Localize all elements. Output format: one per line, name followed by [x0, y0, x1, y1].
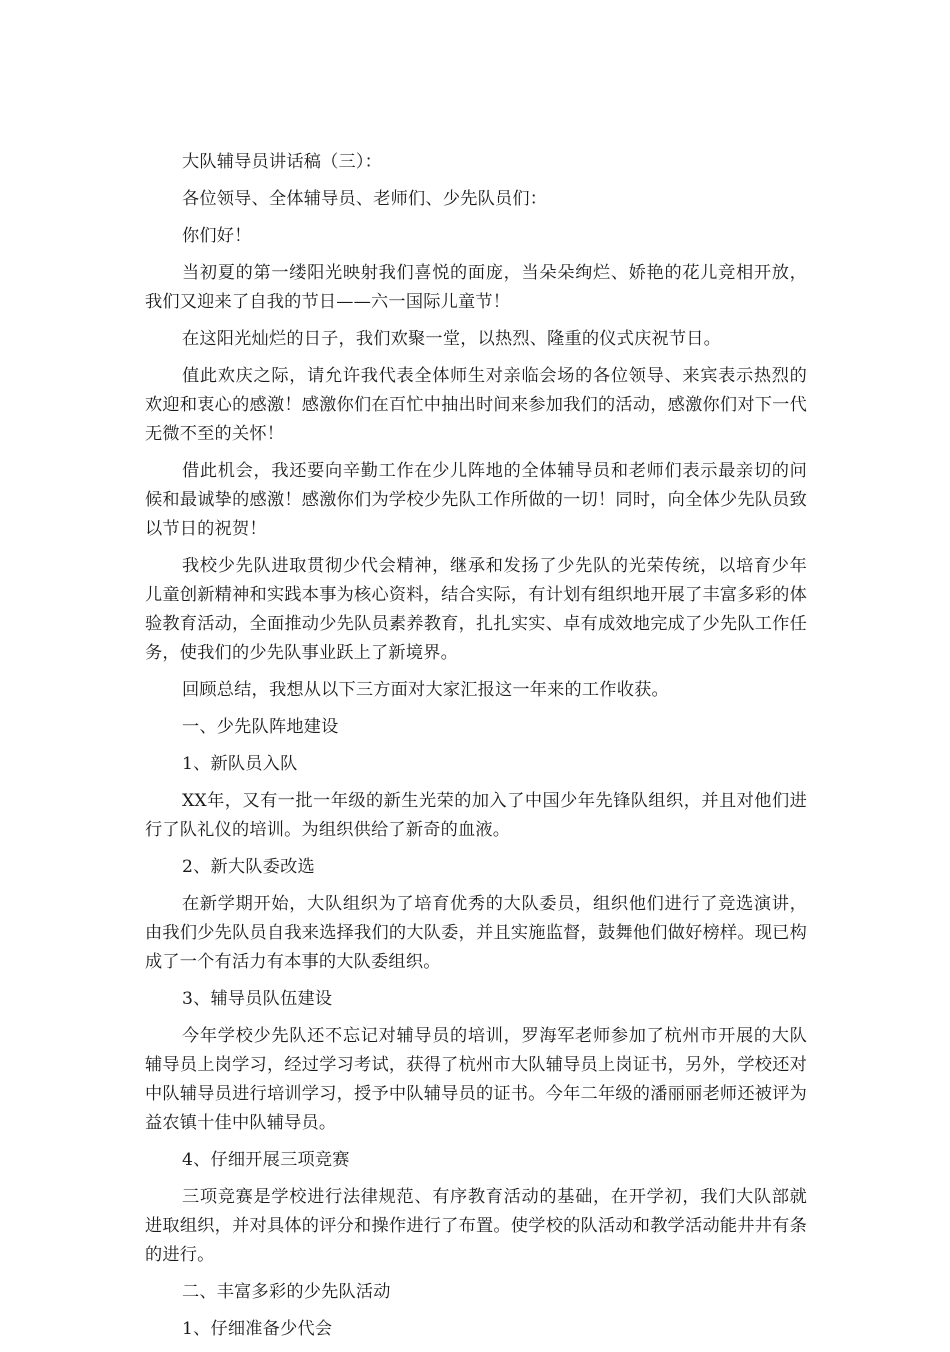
greeting: 你们好！	[182, 226, 252, 246]
body-paragraph: XX年，又有一批一年级的新生光荣的加入了中国少年先锋队组织，并且对他们进行了队礼仪的培训。为组织供给了新奇的血液。	[145, 791, 807, 840]
salutation: 各位领导、全体辅导员、老师们、少先队员们：	[182, 189, 548, 209]
subsection-heading: 1、新队员入队	[182, 754, 298, 774]
subsection-heading: 4、仔细开展三项竞赛	[182, 1150, 350, 1170]
section-heading: 二、丰富多彩的少先队活动	[182, 1282, 391, 1302]
body-paragraph: 回顾总结，我想从以下三方面对大家汇报这一年来的工作收获。	[182, 680, 669, 700]
document-page	[145, 148, 807, 1352]
subsection-heading: 2、新大队委改选	[182, 857, 315, 877]
speech-title: 大队辅导员讲话稿（三）：	[182, 152, 383, 172]
body-paragraph: 我校少先队进取贯彻少代会精神，继承和发扬了少先队的光荣传统，以培育少年儿童创新精神和实践本事为核心资料，结合实际，有计划有组织地开展了丰富多彩的体验教育活动，全面推动少先队员素养教育，扎扎实实、卓有成效地完成了少先队工作任务，使我们的少先队事业跃上了新境界。	[145, 556, 807, 663]
subsection-heading: 3、辅导员队伍建设	[182, 989, 333, 1009]
section-heading: 一、少先队阵地建设	[182, 717, 339, 737]
body-paragraph: 在新学期开始，大队组织为了培育优秀的大队委员，组织他们进行了竞选演讲，由我们少先队员自我来选择我们的大队委，并且实施监督，鼓舞他们做好榜样。现已构成了一个有活力有本事的大队委组织。	[145, 894, 807, 972]
body-paragraph: 三项竞赛是学校进行法律规范、有序教育活动的基础，在开学初，我们大队部就进取组织，并对具体的评分和操作进行了布置。使学校的队活动和教学活动能井井有条的进行。	[145, 1187, 807, 1265]
body-paragraph: 今年学校少先队还不忘记对辅导员的培训，罗海军老师参加了杭州市开展的大队辅导员上岗学习，经过学习考试，获得了杭州市大队辅导员上岗证书，另外，学校还对中队辅导员进行培训学习，授予中队辅导员的证书。今年二年级的潘丽丽老师还被评为益农镇十佳中队辅导员。	[145, 1026, 807, 1133]
body-paragraph: 借此机会，我还要向辛勤工作在少儿阵地的全体辅导员和老师们表示最亲切的问候和最诚挚的感激！感激你们为学校少先队工作所做的一切！同时，向全体少先队员致以节日的祝贺！	[145, 461, 807, 539]
subsection-heading: 1、仔细准备少代会	[182, 1319, 333, 1339]
body-paragraph: 值此欢庆之际，请允许我代表全体师生对亲临会场的各位领导、来宾表示热烈的欢迎和衷心的感激！感激你们在百忙中抽出时间来参加我们的活动，感激你们对下一代无微不至的关怀！	[145, 366, 807, 444]
body-paragraph: 在这阳光灿烂的日子，我们欢聚一堂，以热烈、隆重的仪式庆祝节日。	[182, 329, 722, 349]
body-paragraph: 当初夏的第一缕阳光映射我们喜悦的面庞，当朵朵绚烂、娇艳的花儿竞相开放，我们又迎来了自我的节日——六一国际儿童节！	[145, 263, 807, 312]
